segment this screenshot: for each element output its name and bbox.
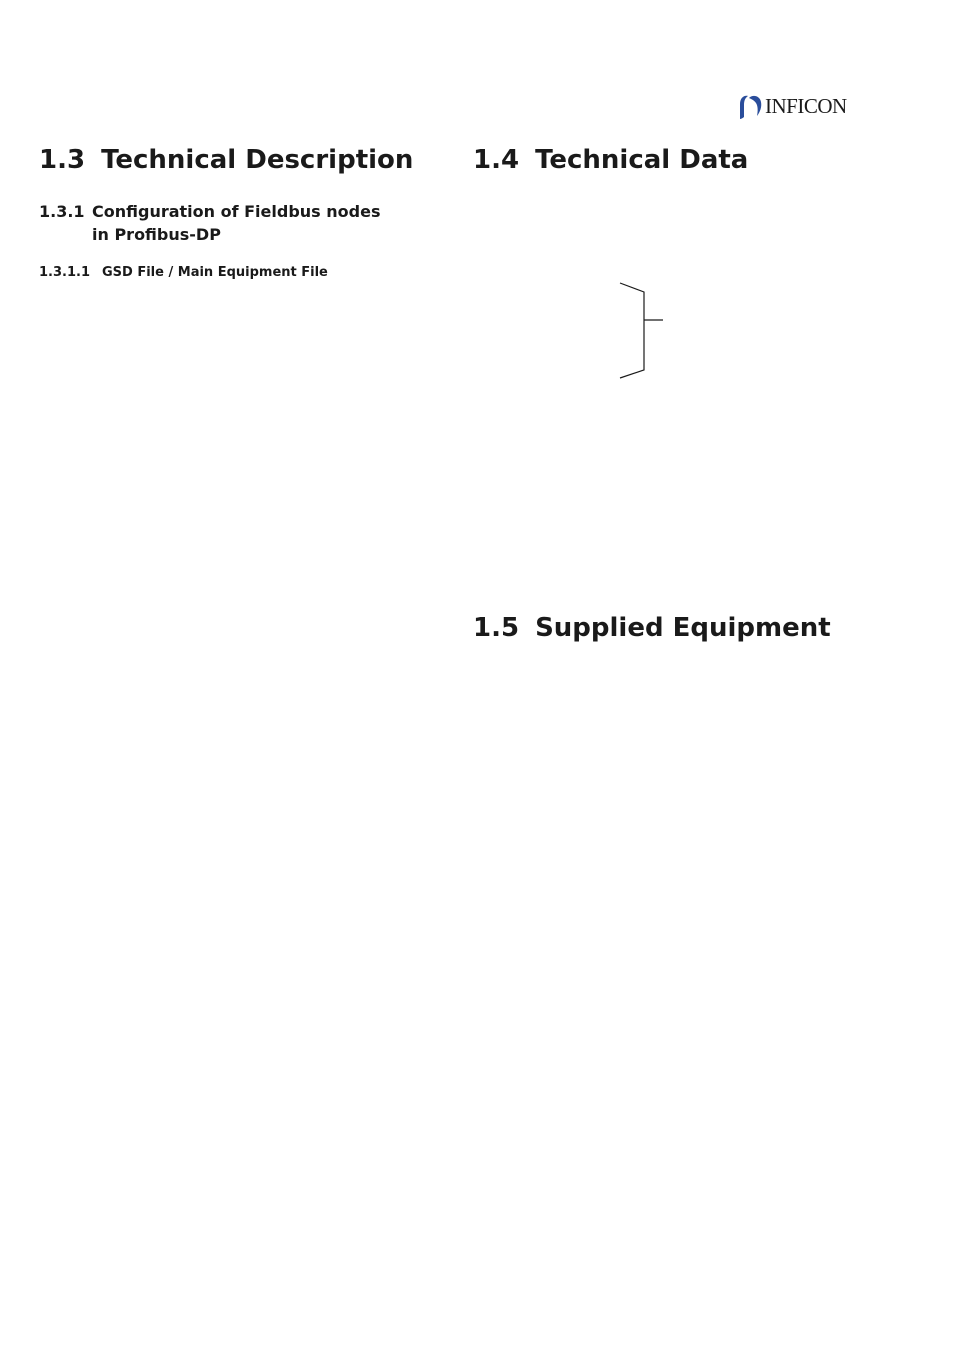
section-heading-1-4 (473, 147, 748, 173)
section-number: 1.3 (39, 145, 86, 175)
section-title: Technical Description (101, 145, 414, 175)
section-title: Configuration of Fieldbus nodes in Profibus-DP (92, 202, 381, 244)
inficon-logo-icon (737, 92, 763, 120)
section-title: GSD File / Main Equipment File (102, 265, 328, 280)
section-heading-1-5 (473, 615, 831, 641)
section-number: 1.5 (473, 613, 520, 643)
section-title: Technical Data (535, 145, 749, 175)
section-heading-1-3-1-1 (39, 265, 328, 281)
section-number: 1.4 (473, 145, 520, 175)
section-number: 1.3.1 (39, 202, 85, 221)
section-number: 1.3.1.1 (39, 265, 90, 280)
curly-bracket-line (616, 280, 668, 382)
inficon-logo (737, 92, 847, 120)
logo-wordmark: INFICON (765, 93, 847, 118)
section-heading-1-3-1 (39, 200, 392, 246)
section-title: Supplied Equipment (535, 613, 831, 643)
section-heading-1-3 (39, 147, 413, 173)
